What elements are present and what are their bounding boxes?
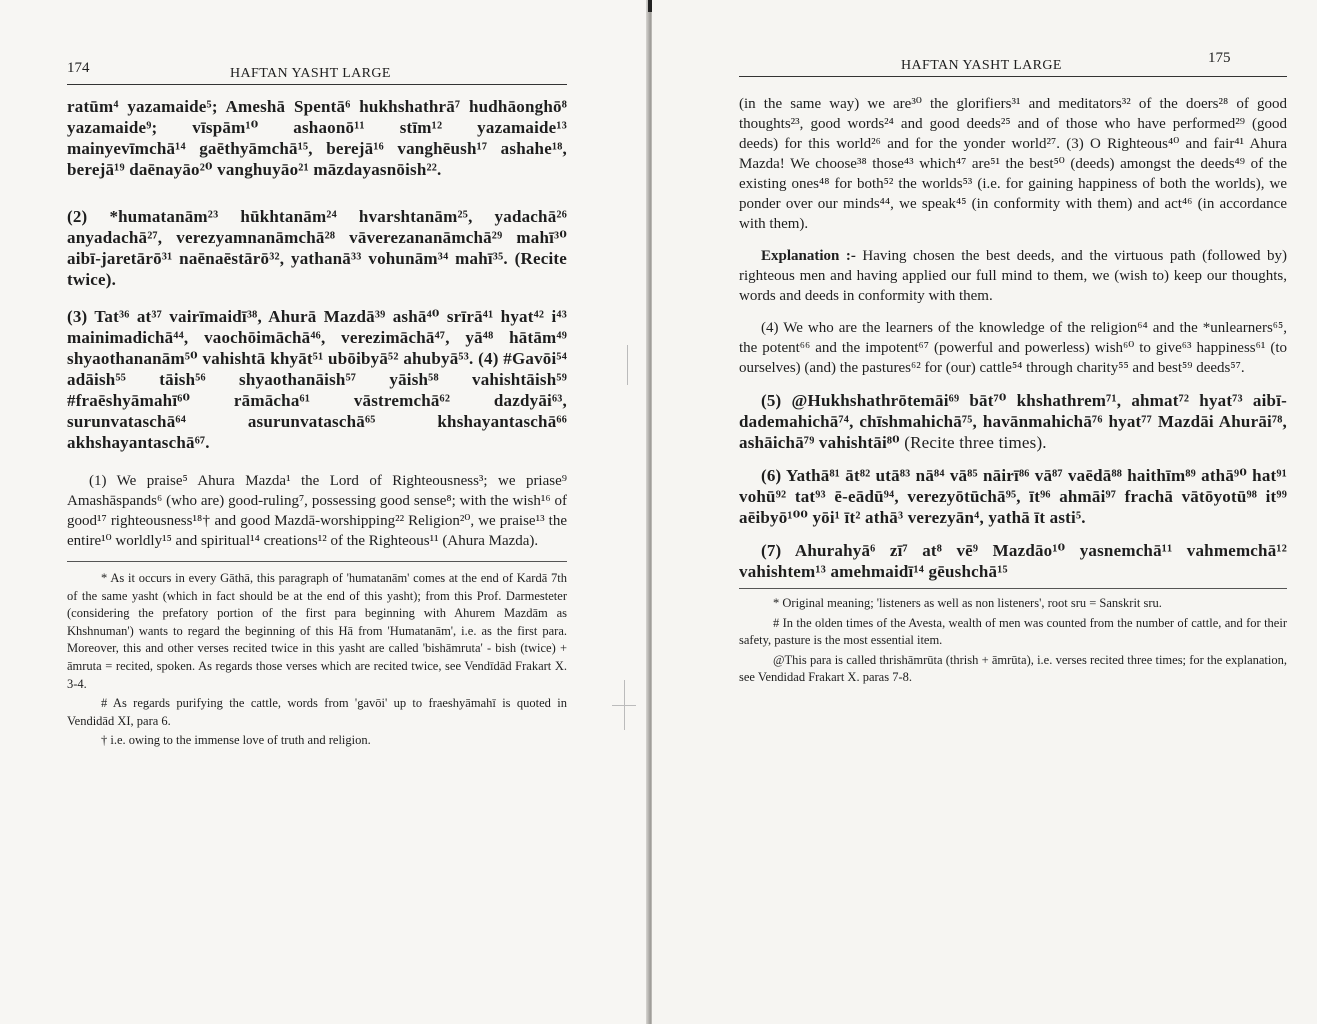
translation-paragraph-2: (in the same way) we are³⁰ the glorifiers³¹ and meditators³² of the doers²⁸ of good thoughts²³, good words²⁴ and good deeds²⁵ and of those who have performed²⁹ (good deeds) for this world²⁶ and for the yonder world²⁷. (3) O Righteous⁴⁰ and fair⁴¹ Ahura Mazda! We choose³⁸ those⁴³ which⁴⁷ are⁵¹ the best⁵⁰ (deeds) amongst the deeds⁴⁹ of the existing ones⁴⁸ for both⁵² the worlds⁵³ (i.e. for gaining happiness of both the worlds), we ponder over our minds⁴⁴, we speak⁴⁵ (in conformity with them) and act⁴⁶ (in accordance with them). bbox=[739, 96, 1287, 232]
header-rule bbox=[67, 84, 567, 85]
header-rule bbox=[739, 76, 1287, 77]
page-number: 175 bbox=[1208, 50, 1231, 66]
avesta-paragraph-2: (2) *humatanām²³ hūkhtanām²⁴ hvarshtanām²⁵, yadachā²⁶ anyadachā²⁷, verezyamnanāmchā²⁸ vāverezananāmchā²⁹ mahī³⁰ aibī-jaretārō³¹ naēnaēstārō³², yathanā³³ vohunām³⁴ mahī³⁵. (Recite twice). bbox=[67, 207, 567, 289]
right-page bbox=[652, 0, 1317, 1024]
explanation-label: Explanation :- bbox=[761, 248, 856, 264]
footnote-hash: # In the olden times of the Avesta, wealth of men was counted from the number of cattle, and for their safety, pasture is the most essential item. bbox=[739, 615, 1287, 648]
page-number: 174 bbox=[67, 60, 90, 76]
avesta-paragraph-3: (3) Tat³⁶ at³⁷ vairīmaidī³⁸, Ahurā Mazdā³⁹ ashā⁴⁰ srīrā⁴¹ hyat⁴² i⁴³ mainimadichā⁴⁴, vaochōimāchā⁴⁶, verezimāchā⁴⁷, yā⁴⁸ hātām⁴⁹ shyaothananām⁵⁰ vahishtā khyāt⁵¹ ubōibyā⁵² ahubyā⁵³. (4) #Gavōi⁵⁴ adāish⁵⁵ tāish⁵⁶ shyaothanāish⁵⁷ yāish⁵⁸ vahishtāish⁵⁹ #fraēshyāmahī⁶⁰ rāmācha⁶¹ vāstremchā⁶² dazdyāi⁶³, surunvataschā⁶⁴ asurunvataschā⁶⁵ khshayantaschā⁶⁶ akhshayantaschā⁶⁷. bbox=[67, 307, 567, 452]
footnote-asterisk: * As it occurs in every Gāthā, this paragraph of 'humatanām' comes at the end of Kardā 7th of the same yasht (which in fact should be at the end of this yasht); from this Prof. Darmesteter (considering the prefatory portion of the first para beginning with Ahurem Mazdām as Khshnuman') wants to regard the beginning of this Hā from 'Humatanām', i.e. as the first para. Moreover, this and other verses recited twice in this yasht are called 'bishāmruta' - bish (twice) + āmruta = recited, spoken. As regards those verses which are recited twice, see Vendīdād Frakart X. 3-4. bbox=[67, 571, 567, 691]
avesta-5-text: (5) @Hukhshathrōtemāi⁶⁹ bāt⁷⁰ khshathrem⁷¹, ahmat⁷² hyat⁷³ aibī-dademahichā⁷⁴, chīshmahichā⁷⁵, havānmahichā⁷⁶ hyat⁷⁷ Mazdāi Ahurāi⁷⁸, ashāichā⁷⁹ vahishtāi⁸⁰ bbox=[739, 391, 1287, 452]
left-page bbox=[0, 0, 650, 1024]
avesta-paragraph-6: (6) Yathā⁸¹ āt⁸² utā⁸³ nā⁸⁴ vā⁸⁵ nāirī⁸⁶ vā⁸⁷ vaēdā⁸⁸ haithīm⁸⁹ athā⁹⁰ hat⁹¹ vohū⁹² tat⁹³ ē-eādū⁹⁴, verezyōtūchā⁹⁵, īt⁹⁶ ahmāi⁹⁷ frachā vātōyotū⁹⁸ it⁹⁹ aēibyō¹⁰⁰ yōi¹ īt² athā³ verezyān⁴, yathā īt asti⁵. bbox=[739, 466, 1287, 527]
footnote-rule bbox=[67, 561, 567, 562]
footnote-asterisk: * Original meaning; 'listeners as well as non listeners', root sru = Sanskrit sru. bbox=[773, 596, 1162, 610]
left-content bbox=[67, 96, 567, 750]
footnotes bbox=[739, 595, 1287, 687]
recite-instruction: (Recite three times). bbox=[899, 433, 1047, 452]
running-head: HAFTAN YASHT LARGE bbox=[901, 58, 1062, 73]
translation-paragraph-4: (4) We who are the learners of the knowledge of the religion⁶⁴ and the *unlearners⁶⁵, the potent⁶⁶ and the impotent⁶⁷ (powerful and powerless) wish⁶⁰ to give⁶³ happiness⁶¹ (to ourselves) (and) the pastures⁶² for (our) cattle⁵⁴ through charity⁵⁵ and best⁵⁹ deeds⁵⁷. bbox=[739, 320, 1287, 376]
explanation-paragraph bbox=[739, 246, 1287, 306]
avesta-paragraph-1: ratūm⁴ yazamaide⁵; Ameshā Spentā⁶ hukhshathrā⁷ hudhāonghō⁸ yazamaide⁹; vīspām¹⁰ ashaonō¹¹ stīm¹² yazamaide¹³ mainyevīmchā¹⁴ gaēthyāmchā¹⁵, berejā¹⁶ vanghēush¹⁷ ashahe¹⁸, berejā¹⁹ daēnayāo²⁰ vanghuyāo²¹ māzdayasnōish²². bbox=[67, 97, 567, 179]
right-content bbox=[739, 94, 1287, 687]
avesta-paragraph-5 bbox=[739, 390, 1287, 453]
avesta-paragraph-7: (7) Ahurahyā⁶ zī⁷ at⁸ vē⁹ Mazdāo¹⁰ yasnemchā¹¹ vahmemchā¹² vahishtem¹³ amehmaidī¹⁴ gēushchā¹⁵ bbox=[739, 541, 1287, 581]
footnote-hash: # As regards purifying the cattle, words from 'gavōi' up to fraeshyāmahī is quoted in Vendidād XI, para 6. bbox=[67, 696, 567, 728]
footnotes bbox=[67, 570, 567, 750]
registration-mark bbox=[612, 705, 636, 706]
translation-paragraph-1: (1) We praise⁵ Ahura Mazda¹ the Lord of Righteousness³; we priase⁹ Amashāspands⁶ (who are) good-ruling⁷, possessing good sense⁸; with the wish¹⁶ of good¹⁷ righteousness¹⁸† and good Mazdā-worshipping²² Religion²⁰, we praise¹³ the entire¹⁰ worldly¹⁵ and spiritual¹⁴ creations¹² of the Righteous¹¹ (Ahura Mazda). bbox=[67, 473, 567, 549]
registration-mark bbox=[627, 345, 628, 385]
running-head: HAFTAN YASHT LARGE bbox=[230, 66, 391, 81]
footnote-at: @This para is called thrishāmrūta (thrish + āmrūta), i.e. verses recited three times; for the explanation, see Vendidad Frakart X. paras 7-8. bbox=[739, 652, 1287, 685]
footnote-dagger: † i.e. owing to the immense love of truth and religion. bbox=[101, 733, 371, 748]
explanation-text: Having chosen the best deeds, and the virtuous path (followed by) righteous men and having applied our full mind to them, we (wish to) keep our thoughts, words and deeds in conformity with them. bbox=[739, 248, 1287, 304]
footnote-rule bbox=[739, 588, 1287, 589]
